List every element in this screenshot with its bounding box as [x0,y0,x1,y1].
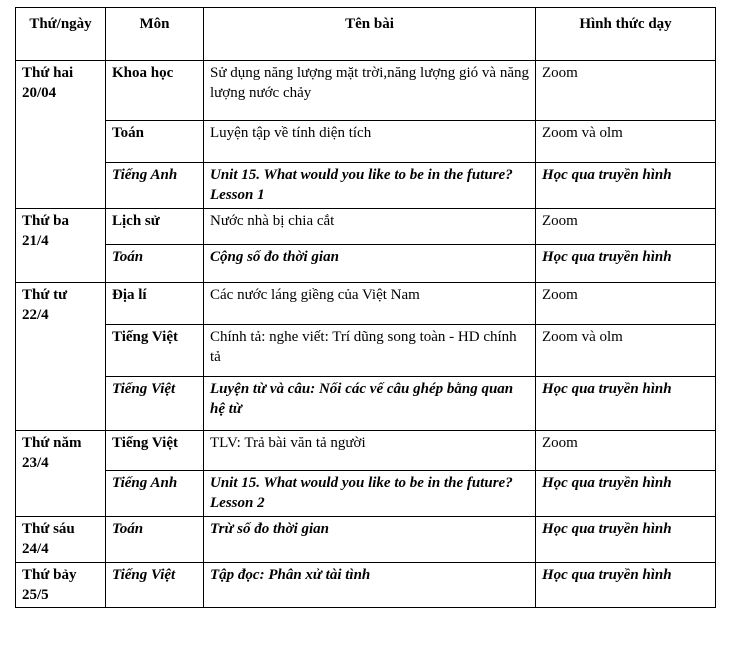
lesson-cell: Unit 15. What would you like to be in the future? Lesson 1 [204,163,536,209]
lesson-cell: Luyện tập về tính diện tích [204,121,536,163]
lesson-cell: Sử dụng năng lượng mặt trời,năng lượng gió và năng lượng nước chảy [204,61,536,121]
method-cell: Học qua truyền hình [536,517,716,563]
method-cell: Học qua truyền hình [536,245,716,283]
table-row [16,563,716,608]
day-cell [16,283,106,431]
day-name: Thứ bảy [22,567,77,583]
table-row [16,517,716,563]
subject-cell: Tiếng Anh [106,471,204,517]
subject-cell: Toán [106,245,204,283]
table-row [16,325,716,377]
method-cell: Học qua truyền hình [536,471,716,517]
day-date: 23/4 [22,455,49,471]
method-cell: Zoom [536,283,716,325]
method-cell: Zoom [536,431,716,471]
table-row [16,121,716,163]
method-cell: Zoom [536,61,716,121]
day-date: 21/4 [22,233,49,249]
day-name: Thứ sáu [22,521,75,537]
lesson-cell: Unit 15. What would you like to be in the future? Lesson 2 [204,471,536,517]
table-row [16,471,716,517]
schedule-table [15,7,716,608]
header-method: Hình thức dạy [536,8,716,61]
lesson-cell: Trừ số đo thời gian [204,517,536,563]
header-row [16,8,716,61]
method-cell: Zoom và olm [536,325,716,377]
lesson-cell: Cộng số đo thời gian [204,245,536,283]
lesson-cell: Nước nhà bị chia cắt [204,209,536,245]
day-name: Thứ ba [22,213,69,229]
subject-cell: Địa lí [106,283,204,325]
method-cell: Zoom và olm [536,121,716,163]
day-name: Thứ tư [22,287,68,303]
method-cell: Học qua truyền hình [536,163,716,209]
day-date: 25/5 [22,587,49,603]
lesson-cell: TLV: Trả bài văn tả người [204,431,536,471]
method-cell: Học qua truyền hình [536,563,716,608]
day-date: 22/4 [22,307,49,323]
header-day: Thứ/ngày [16,8,106,61]
day-cell [16,209,106,283]
table-row [16,431,716,471]
subject-cell: Tiếng Việt [106,563,204,608]
subject-cell: Tiếng Anh [106,163,204,209]
table-row [16,245,716,283]
method-cell: Học qua truyền hình [536,377,716,431]
table-row [16,61,716,121]
day-cell [16,563,106,608]
table-row [16,377,716,431]
header-lesson: Tên bài [204,8,536,61]
day-cell [16,517,106,563]
lesson-cell: Tập đọc: Phân xử tài tình [204,563,536,608]
table-row [16,283,716,325]
lesson-cell: Các nước láng giềng của Việt Nam [204,283,536,325]
header-subject: Môn [106,8,204,61]
subject-cell: Khoa học [106,61,204,121]
day-cell [16,61,106,209]
subject-cell: Tiếng Việt [106,431,204,471]
day-name: Thứ năm [22,435,82,451]
lesson-cell: Luyện từ và câu: Nối các vế câu ghép bằng quan hệ từ [204,377,536,431]
day-cell [16,431,106,517]
lesson-cell: Chính tả: nghe viết: Trí dũng song toàn - HD chính tả [204,325,536,377]
day-date: 24/4 [22,541,49,557]
subject-cell: Lịch sử [106,209,204,245]
subject-cell: Toán [106,517,204,563]
table-row [16,209,716,245]
subject-cell: Tiếng Việt [106,377,204,431]
day-name: Thứ hai [22,65,74,81]
subject-cell: Toán [106,121,204,163]
subject-cell: Tiếng Việt [106,325,204,377]
table-row [16,163,716,209]
method-cell: Zoom [536,209,716,245]
day-date: 20/04 [22,85,57,101]
